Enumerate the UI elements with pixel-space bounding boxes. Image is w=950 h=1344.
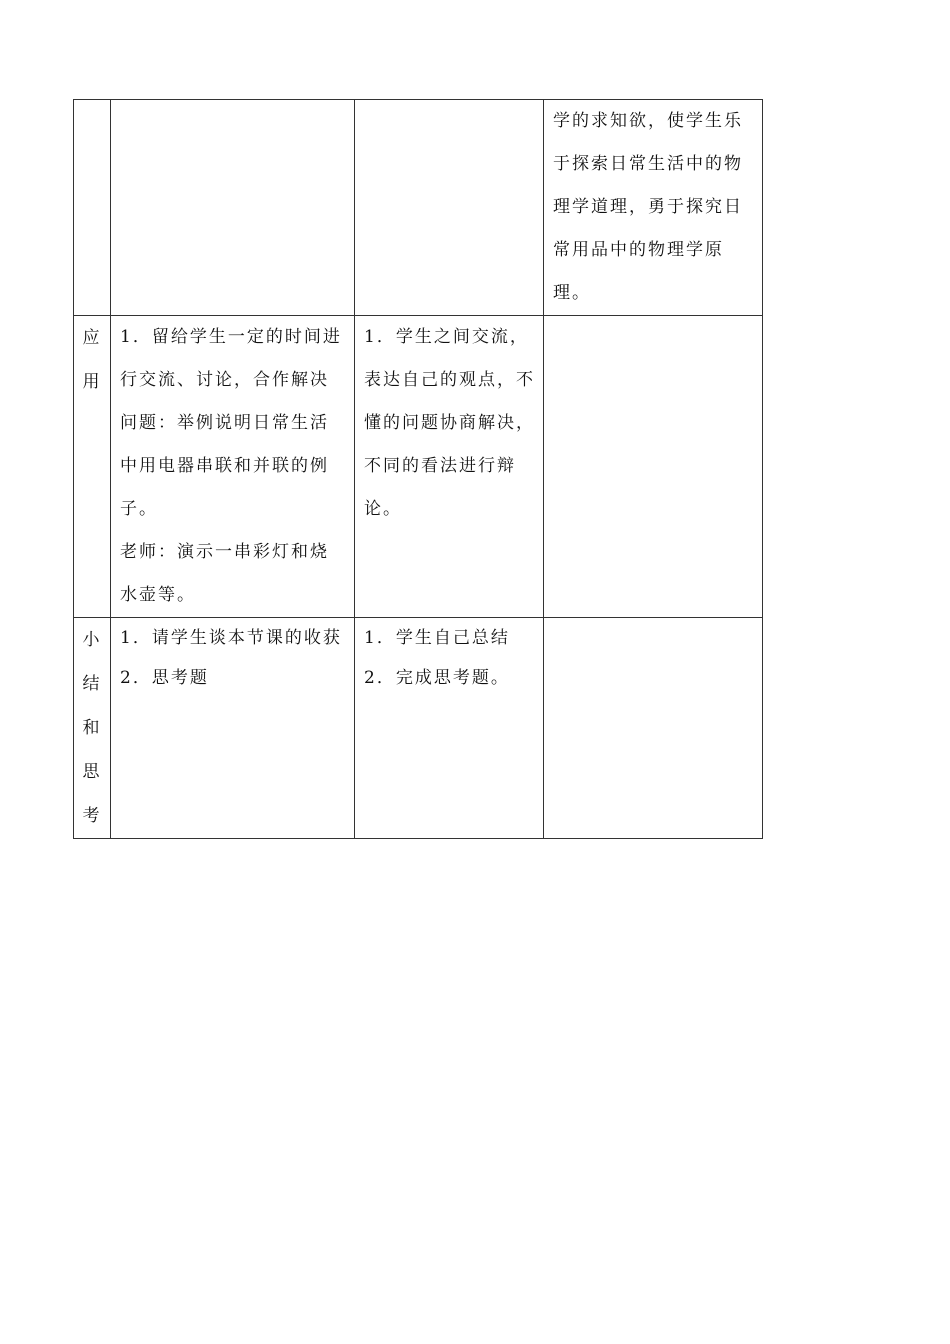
phase-char: 思 bbox=[82, 762, 102, 782]
table-row bbox=[74, 100, 763, 316]
phase-cell bbox=[74, 618, 111, 839]
teacher-activity-text: 2．思考题 bbox=[120, 668, 209, 688]
phase-char: 考 bbox=[82, 806, 102, 826]
lesson-plan-table bbox=[73, 99, 763, 839]
phase-cell bbox=[74, 100, 111, 316]
student-activity-text: 1．学生之间交流，表达自己的观点，不懂的问题协商解决，不同的看法进行辩论。 bbox=[364, 327, 535, 519]
student-activity-cell bbox=[355, 316, 544, 618]
goal-cell bbox=[544, 618, 763, 839]
teacher-activity-text: 老师：演示一串彩灯和烧水壶等。 bbox=[120, 542, 329, 605]
goal-cell bbox=[544, 316, 763, 618]
phase-char: 小 bbox=[82, 630, 102, 650]
teacher-activity-cell bbox=[111, 618, 355, 839]
student-activity-text: 1．学生自己总结 bbox=[364, 628, 510, 648]
phase-char: 用 bbox=[82, 372, 102, 392]
phase-char: 结 bbox=[82, 674, 102, 694]
teacher-activity-text: 1．请学生谈本节课的收获 bbox=[120, 628, 342, 648]
teacher-activity-cell bbox=[111, 100, 355, 316]
student-activity-cell bbox=[355, 618, 544, 839]
goal-text: 学的求知欲，使学生乐于探索日常生活中的物理学道理，勇于探究日常用品中的物理学原理。 bbox=[553, 111, 743, 303]
student-activity-cell bbox=[355, 100, 544, 316]
teacher-activity-text: 1．留给学生一定的时间进行交流、讨论，合作解决问题：举例说明日常生活中用电器串联和并联的例子。 bbox=[120, 327, 342, 519]
teacher-activity-cell bbox=[111, 316, 355, 618]
phase-char: 和 bbox=[82, 718, 102, 738]
phase-char: 应 bbox=[82, 328, 102, 348]
student-activity-text: 2．完成思考题。 bbox=[364, 668, 510, 688]
phase-cell bbox=[74, 316, 111, 618]
goal-cell bbox=[544, 100, 763, 316]
table-row bbox=[74, 618, 763, 839]
table-row bbox=[74, 316, 763, 618]
